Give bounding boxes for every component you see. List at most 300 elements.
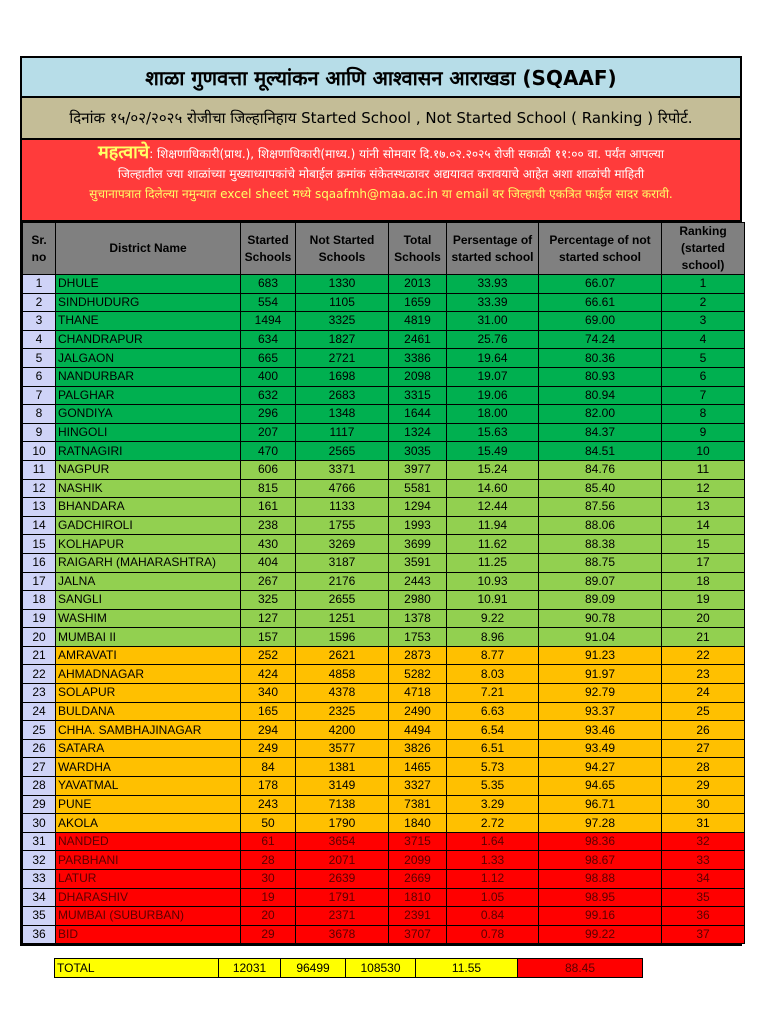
cell-not-started: 4200: [296, 721, 389, 740]
cell-pct-not: 96.71: [539, 795, 662, 814]
cell-pct-started: 33.93: [447, 275, 539, 294]
cell-started: 665: [241, 349, 296, 368]
table-row: [23, 479, 745, 498]
cell-total: 1810: [389, 888, 447, 907]
cell-total: 4494: [389, 721, 447, 740]
table-row: [23, 684, 745, 703]
cell-pct-started: 5.73: [447, 758, 539, 777]
cell-rank: 17: [662, 553, 745, 572]
cell-started: 815: [241, 479, 296, 498]
cell-not-started: 3149: [296, 777, 389, 796]
cell-pct-not: 82.00: [539, 405, 662, 424]
cell-pct-started: 12.44: [447, 498, 539, 517]
cell-sr: 36: [23, 925, 56, 944]
cell-pct-not: 88.38: [539, 535, 662, 554]
cell-district: JALNA: [56, 572, 241, 591]
cell-total: 2669: [389, 870, 447, 889]
cell-rank: 18: [662, 572, 745, 591]
cell-started: 325: [241, 591, 296, 610]
cell-rank: 31: [662, 814, 745, 833]
table-row: [23, 795, 745, 814]
cell-district: NANDED: [56, 832, 241, 851]
cell-rank: 30: [662, 795, 745, 814]
cell-pct-started: 11.62: [447, 535, 539, 554]
cell-district: NASHIK: [56, 479, 241, 498]
cell-not-started: 3269: [296, 535, 389, 554]
table-row: [23, 721, 745, 740]
report-subtitle: दिनांक १५/०२/२०२५ रोजीचा जिल्हानिहाय Started School , Not Started School ( Ranking ) रिपोर्ट.: [22, 98, 740, 140]
cell-district: AKOLA: [56, 814, 241, 833]
cell-not-started: 2325: [296, 702, 389, 721]
table-row: [23, 777, 745, 796]
cell-started: 424: [241, 665, 296, 684]
cell-started: 404: [241, 553, 296, 572]
cell-sr: 18: [23, 591, 56, 610]
table-row: [23, 330, 745, 349]
cell-pct-started: 1.12: [447, 870, 539, 889]
notice-lead: महत्वाचे: [97, 142, 150, 163]
cell-district: KOLHAPUR: [56, 535, 241, 554]
cell-started: 267: [241, 572, 296, 591]
cell-pct-not: 98.67: [539, 851, 662, 870]
cell-pct-not: 84.37: [539, 423, 662, 442]
cell-total: 3591: [389, 553, 447, 572]
cell-total: 1294: [389, 498, 447, 517]
cell-pct-started: 9.22: [447, 609, 539, 628]
table-row: [23, 758, 745, 777]
cell-pct-not: 89.07: [539, 572, 662, 591]
notice-line-1: : शिक्षणाधिकारी(प्राथ.), शिक्षणाधिकारी(माध्य.) यांनी सोमवार दि.१७.०२.२०२५ रोजी सकाळी ११:०० वा. पर्यंत आपल्या: [149, 147, 664, 161]
cell-sr: 33: [23, 870, 56, 889]
cell-rank: 3: [662, 312, 745, 331]
cell-pct-not: 93.37: [539, 702, 662, 721]
table-row: [23, 423, 745, 442]
cell-pct-not: 93.49: [539, 739, 662, 758]
cell-pct-not: 91.97: [539, 665, 662, 684]
cell-total: 2490: [389, 702, 447, 721]
cell-total: 2099: [389, 851, 447, 870]
cell-sr: 21: [23, 646, 56, 665]
cell-total: 3386: [389, 349, 447, 368]
district-table: [22, 222, 745, 944]
cell-sr: 17: [23, 572, 56, 591]
cell-total: 3315: [389, 386, 447, 405]
cell-pct-not: 93.46: [539, 721, 662, 740]
cell-rank: 24: [662, 684, 745, 703]
total-row: [54, 958, 643, 978]
total-schools: 108530: [346, 959, 416, 978]
cell-not-started: 2721: [296, 349, 389, 368]
cell-total: 3826: [389, 739, 447, 758]
cell-not-started: 2683: [296, 386, 389, 405]
cell-rank: 33: [662, 851, 745, 870]
cell-started: 252: [241, 646, 296, 665]
cell-pct-not: 88.75: [539, 553, 662, 572]
table-row: [23, 535, 745, 554]
cell-sr: 19: [23, 609, 56, 628]
cell-pct-not: 80.93: [539, 367, 662, 386]
cell-not-started: 4378: [296, 684, 389, 703]
cell-pct-started: 15.24: [447, 460, 539, 479]
cell-sr: 8: [23, 405, 56, 424]
cell-rank: 22: [662, 646, 745, 665]
cell-rank: 6: [662, 367, 745, 386]
cell-not-started: 2565: [296, 442, 389, 461]
cell-sr: 7: [23, 386, 56, 405]
cell-pct-started: 25.76: [447, 330, 539, 349]
cell-district: PALGHAR: [56, 386, 241, 405]
cell-started: 470: [241, 442, 296, 461]
cell-started: 178: [241, 777, 296, 796]
cell-district: JALGAON: [56, 349, 241, 368]
cell-pct-started: 10.91: [447, 591, 539, 610]
table-row: [23, 275, 745, 294]
cell-pct-not: 87.56: [539, 498, 662, 517]
cell-total: 1378: [389, 609, 447, 628]
cell-sr: 16: [23, 553, 56, 572]
cell-total: 3327: [389, 777, 447, 796]
cell-pct-not: 66.07: [539, 275, 662, 294]
cell-rank: 25: [662, 702, 745, 721]
cell-pct-not: 97.28: [539, 814, 662, 833]
cell-started: 28: [241, 851, 296, 870]
cell-sr: 35: [23, 907, 56, 926]
table-row: [23, 460, 745, 479]
cell-district: BID: [56, 925, 241, 944]
cell-district: DHARASHIV: [56, 888, 241, 907]
cell-started: 1494: [241, 312, 296, 331]
cell-not-started: 1755: [296, 516, 389, 535]
cell-pct-started: 1.05: [447, 888, 539, 907]
cell-district: GONDIYA: [56, 405, 241, 424]
cell-pct-not: 89.09: [539, 591, 662, 610]
cell-district: PUNE: [56, 795, 241, 814]
cell-started: 294: [241, 721, 296, 740]
cell-started: 249: [241, 739, 296, 758]
cell-district: NANDURBAR: [56, 367, 241, 386]
cell-not-started: 1827: [296, 330, 389, 349]
cell-sr: 22: [23, 665, 56, 684]
cell-rank: 19: [662, 591, 745, 610]
table-row: [23, 405, 745, 424]
cell-not-started: 4858: [296, 665, 389, 684]
cell-district: CHANDRAPUR: [56, 330, 241, 349]
cell-district: DHULE: [56, 275, 241, 294]
cell-pct-not: 80.36: [539, 349, 662, 368]
cell-total: 1840: [389, 814, 447, 833]
cell-not-started: 7138: [296, 795, 389, 814]
cell-total: 1753: [389, 628, 447, 647]
cell-rank: 26: [662, 721, 745, 740]
cell-district: SANGLI: [56, 591, 241, 610]
cell-total: 1993: [389, 516, 447, 535]
cell-started: 29: [241, 925, 296, 944]
cell-pct-not: 98.36: [539, 832, 662, 851]
cell-pct-started: 6.51: [447, 739, 539, 758]
cell-not-started: 1790: [296, 814, 389, 833]
cell-district: AHMADNAGAR: [56, 665, 241, 684]
cell-rank: 37: [662, 925, 745, 944]
table-row: [23, 498, 745, 517]
cell-pct-started: 31.00: [447, 312, 539, 331]
cell-started: 606: [241, 460, 296, 479]
cell-sr: 24: [23, 702, 56, 721]
cell-total: 3715: [389, 832, 447, 851]
cell-pct-not: 88.06: [539, 516, 662, 535]
cell-total: 2873: [389, 646, 447, 665]
cell-district: NAGPUR: [56, 460, 241, 479]
cell-sr: 26: [23, 739, 56, 758]
cell-total: 3699: [389, 535, 447, 554]
cell-rank: 36: [662, 907, 745, 926]
cell-pct-not: 94.65: [539, 777, 662, 796]
cell-not-started: 1117: [296, 423, 389, 442]
cell-sr: 20: [23, 628, 56, 647]
cell-total: 7381: [389, 795, 447, 814]
cell-started: 632: [241, 386, 296, 405]
cell-pct-started: 14.60: [447, 479, 539, 498]
cell-total: 4718: [389, 684, 447, 703]
cell-rank: 15: [662, 535, 745, 554]
cell-not-started: 2621: [296, 646, 389, 665]
cell-started: 340: [241, 684, 296, 703]
cell-total: 3977: [389, 460, 447, 479]
table-row: [23, 925, 745, 944]
cell-total: 1644: [389, 405, 447, 424]
cell-pct-started: 3.29: [447, 795, 539, 814]
notice-line-3: सुचानापत्रात दिलेल्या नमुन्यात excel sheet मध्ये sqaafmh@maa.ac.in या email वर जिल्हाची एकत्रित फाईल सादर करावी.: [89, 187, 673, 201]
cell-district: YAVATMAL: [56, 777, 241, 796]
cell-not-started: 3187: [296, 553, 389, 572]
cell-started: 634: [241, 330, 296, 349]
cell-pct-started: 0.84: [447, 907, 539, 926]
total-label: TOTAL: [55, 959, 219, 978]
cell-district: PARBHANI: [56, 851, 241, 870]
cell-rank: 10: [662, 442, 745, 461]
cell-total: 3035: [389, 442, 447, 461]
cell-sr: 14: [23, 516, 56, 535]
cell-pct-not: 99.16: [539, 907, 662, 926]
cell-started: 430: [241, 535, 296, 554]
cell-total: 3707: [389, 925, 447, 944]
cell-pct-not: 85.40: [539, 479, 662, 498]
table-row: [23, 553, 745, 572]
cell-pct-started: 19.07: [447, 367, 539, 386]
cell-not-started: 1698: [296, 367, 389, 386]
cell-not-started: 3678: [296, 925, 389, 944]
cell-not-started: 1596: [296, 628, 389, 647]
table-row: [23, 349, 745, 368]
cell-total: 2391: [389, 907, 447, 926]
cell-total: 4819: [389, 312, 447, 331]
cell-pct-started: 15.49: [447, 442, 539, 461]
cell-sr: 2: [23, 293, 56, 312]
cell-started: 296: [241, 405, 296, 424]
cell-started: 50: [241, 814, 296, 833]
cell-not-started: 1251: [296, 609, 389, 628]
cell-total: 2980: [389, 591, 447, 610]
cell-district: MUMBAI II: [56, 628, 241, 647]
cell-pct-started: 18.00: [447, 405, 539, 424]
cell-sr: 10: [23, 442, 56, 461]
cell-sr: 1: [23, 275, 56, 294]
cell-total: 2098: [389, 367, 447, 386]
cell-district: GADCHIROLI: [56, 516, 241, 535]
header-not-started: Not Started Schools: [296, 223, 389, 275]
total-not-started: 96499: [281, 959, 346, 978]
cell-sr: 25: [23, 721, 56, 740]
total-pct-started: 11.55: [416, 959, 518, 978]
cell-started: 683: [241, 275, 296, 294]
cell-pct-started: 0.78: [447, 925, 539, 944]
cell-district: RAIGARH (MAHARASHTRA): [56, 553, 241, 572]
cell-sr: 4: [23, 330, 56, 349]
cell-started: 30: [241, 870, 296, 889]
cell-rank: 5: [662, 349, 745, 368]
cell-pct-started: 11.94: [447, 516, 539, 535]
important-notice: [22, 140, 740, 222]
table-row: [23, 293, 745, 312]
cell-not-started: 3325: [296, 312, 389, 331]
table-row: [23, 739, 745, 758]
table-row: [23, 702, 745, 721]
header-sr: Sr. no: [23, 223, 56, 275]
table-row: [23, 907, 745, 926]
cell-pct-started: 8.03: [447, 665, 539, 684]
cell-sr: 32: [23, 851, 56, 870]
table-row: [23, 591, 745, 610]
cell-pct-started: 6.54: [447, 721, 539, 740]
cell-rank: 13: [662, 498, 745, 517]
cell-rank: 34: [662, 870, 745, 889]
cell-rank: 20: [662, 609, 745, 628]
header-started: Started Schools: [241, 223, 296, 275]
cell-pct-started: 8.96: [447, 628, 539, 647]
cell-rank: 35: [662, 888, 745, 907]
report-sheet: [20, 56, 742, 946]
table-row: [23, 832, 745, 851]
cell-sr: 9: [23, 423, 56, 442]
cell-pct-not: 98.95: [539, 888, 662, 907]
notice-line-2: जिल्हातील ज्या शाळांच्या मुख्याध्यापकांचे मोबाईल क्रमांक संकेतस्थळावर अद्ययावत करावयाचे आहेत अशा शाळांची माहिती: [117, 167, 645, 181]
cell-rank: 4: [662, 330, 745, 349]
cell-rank: 8: [662, 405, 745, 424]
header-pct-started: Persentage of started school: [447, 223, 539, 275]
table-row: [23, 870, 745, 889]
cell-pct-not: 66.61: [539, 293, 662, 312]
cell-sr: 6: [23, 367, 56, 386]
cell-not-started: 2176: [296, 572, 389, 591]
table-row: [23, 572, 745, 591]
cell-started: 157: [241, 628, 296, 647]
cell-sr: 27: [23, 758, 56, 777]
cell-sr: 29: [23, 795, 56, 814]
cell-pct-not: 91.23: [539, 646, 662, 665]
cell-started: 165: [241, 702, 296, 721]
cell-not-started: 3577: [296, 739, 389, 758]
cell-rank: 29: [662, 777, 745, 796]
cell-started: 127: [241, 609, 296, 628]
table-header-row: [23, 223, 745, 275]
cell-district: RATNAGIRI: [56, 442, 241, 461]
cell-pct-started: 10.93: [447, 572, 539, 591]
table-row: [23, 665, 745, 684]
cell-sr: 31: [23, 832, 56, 851]
cell-sr: 28: [23, 777, 56, 796]
cell-district: MUMBAI (SUBURBAN): [56, 907, 241, 926]
cell-district: LATUR: [56, 870, 241, 889]
cell-district: WASHIM: [56, 609, 241, 628]
cell-not-started: 1381: [296, 758, 389, 777]
header-total: Total Schools: [389, 223, 447, 275]
table-row: [23, 312, 745, 331]
cell-rank: 21: [662, 628, 745, 647]
cell-pct-started: 1.33: [447, 851, 539, 870]
cell-started: 84: [241, 758, 296, 777]
cell-sr: 3: [23, 312, 56, 331]
cell-pct-not: 69.00: [539, 312, 662, 331]
table-row: [23, 814, 745, 833]
cell-district: HINGOLI: [56, 423, 241, 442]
cell-pct-not: 84.76: [539, 460, 662, 479]
cell-total: 2461: [389, 330, 447, 349]
cell-pct-not: 91.04: [539, 628, 662, 647]
cell-rank: 14: [662, 516, 745, 535]
table-row: [23, 851, 745, 870]
table-body: [23, 275, 745, 944]
cell-started: 554: [241, 293, 296, 312]
table-row: [23, 628, 745, 647]
header-ranking: Ranking (started school): [662, 223, 745, 275]
cell-sr: 15: [23, 535, 56, 554]
cell-total: 1465: [389, 758, 447, 777]
cell-pct-not: 99.22: [539, 925, 662, 944]
total-pct-not-started: 88.45: [518, 959, 643, 978]
cell-district: THANE: [56, 312, 241, 331]
cell-not-started: 3371: [296, 460, 389, 479]
cell-district: AMRAVATI: [56, 646, 241, 665]
cell-sr: 5: [23, 349, 56, 368]
cell-pct-started: 8.77: [447, 646, 539, 665]
cell-not-started: 3654: [296, 832, 389, 851]
table-row: [23, 442, 745, 461]
table-row: [23, 516, 745, 535]
cell-started: 161: [241, 498, 296, 517]
cell-not-started: 2071: [296, 851, 389, 870]
cell-rank: 9: [662, 423, 745, 442]
cell-total: 1659: [389, 293, 447, 312]
cell-total: 5581: [389, 479, 447, 498]
cell-not-started: 2371: [296, 907, 389, 926]
cell-rank: 7: [662, 386, 745, 405]
cell-sr: 11: [23, 460, 56, 479]
cell-not-started: 1133: [296, 498, 389, 517]
cell-total: 1324: [389, 423, 447, 442]
cell-pct-not: 80.94: [539, 386, 662, 405]
cell-not-started: 2655: [296, 591, 389, 610]
table-row: [23, 367, 745, 386]
cell-district: SINDHUDURG: [56, 293, 241, 312]
cell-district: SATARA: [56, 739, 241, 758]
cell-started: 400: [241, 367, 296, 386]
cell-pct-started: 15.63: [447, 423, 539, 442]
cell-pct-started: 2.72: [447, 814, 539, 833]
table-row: [23, 646, 745, 665]
cell-pct-not: 92.79: [539, 684, 662, 703]
cell-rank: 11: [662, 460, 745, 479]
cell-total: 2443: [389, 572, 447, 591]
cell-pct-not: 98.88: [539, 870, 662, 889]
